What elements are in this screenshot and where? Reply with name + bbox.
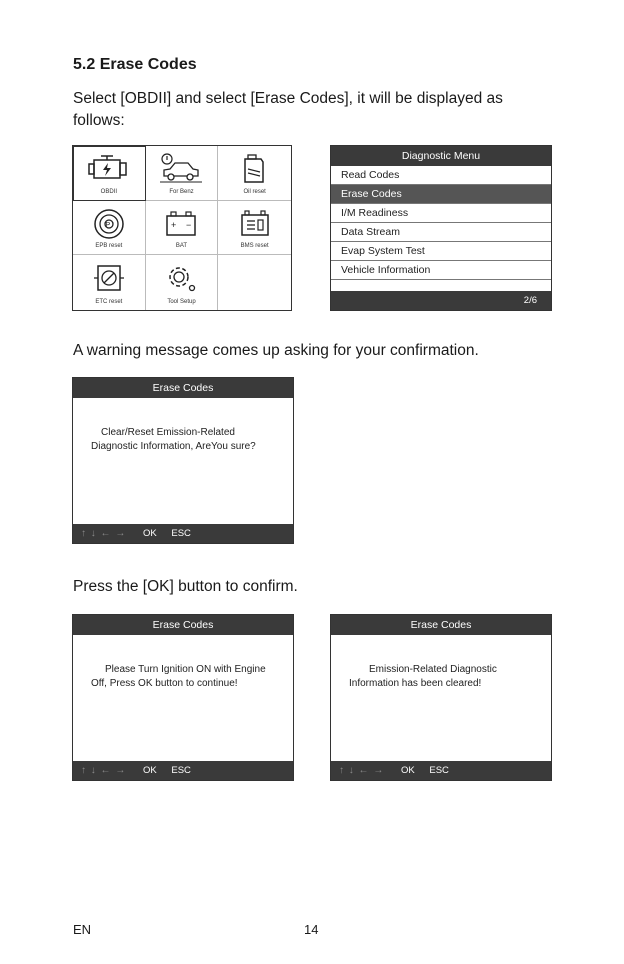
gear-icon — [158, 261, 204, 295]
grid-item-obdii[interactable] — [73, 146, 146, 201]
grid-item-oil-reset[interactable] — [218, 146, 291, 201]
intro-paragraph: Select [OBDII] and select [Erase Codes], it will be displayed as follows: — [73, 90, 503, 129]
menu-item-data-stream[interactable]: Data Stream — [331, 223, 551, 242]
grid-item-bms-reset[interactable] — [218, 201, 291, 256]
dialog-message: Please Turn Ignition ON with Engine Off, Press OK button to continue! — [91, 664, 266, 689]
arrow-keys-icon: ↑ ↓ ← → — [81, 528, 127, 539]
grid-item-etc-reset[interactable] — [73, 255, 146, 310]
footer-language: EN — [73, 922, 92, 937]
menu-item-read-codes[interactable]: Read Codes — [331, 166, 551, 185]
dialog-title: Erase Codes — [73, 615, 293, 635]
grid-item-label: BAT — [175, 243, 188, 250]
confirm-paragraph: Press the [OK] button to confirm. — [73, 578, 298, 595]
grid-item-label: ETC reset — [95, 299, 123, 305]
dialog-footer — [73, 524, 293, 543]
battery-management-icon — [232, 207, 278, 241]
dialog-footer — [73, 761, 293, 780]
grid-item-for-benz[interactable] — [146, 146, 219, 201]
grid-empty-cell — [218, 255, 291, 310]
warning-paragraph: A warning message comes up asking for your confirmation. — [73, 342, 479, 359]
grid-item-label: EPB reset — [95, 243, 123, 250]
menu-item-im-readiness[interactable]: I/M Readiness — [331, 204, 551, 223]
dialog-title: Erase Codes — [331, 615, 551, 635]
svg-text:P: P — [105, 221, 110, 229]
esc-button[interactable]: ESC — [171, 765, 191, 776]
dialog-message: Clear/Reset Emission-Related Diagnostic Information, AreYou sure? — [91, 427, 256, 452]
esc-button[interactable]: ESC — [171, 528, 191, 539]
brake-disc-icon — [86, 207, 132, 241]
cleared-dialog-screen — [330, 614, 552, 781]
function-grid — [72, 145, 292, 311]
ok-button[interactable]: OK — [142, 528, 157, 539]
page-number: 14 — [304, 922, 319, 937]
ok-button[interactable]: OK — [142, 765, 157, 776]
grid-item-label: OBDII — [100, 188, 117, 195]
grid-item-label: Tool Setup — [167, 299, 196, 305]
oil-can-icon — [232, 152, 278, 186]
engine-icon — [86, 152, 132, 186]
arrow-keys-icon: ↑ ↓ ← → — [81, 765, 127, 776]
dialog-message: Emission-Related Diagnostic Information has been cleared! — [349, 664, 497, 689]
arrow-keys-icon: ↑ ↓ ← → — [339, 765, 385, 776]
ignition-dialog-screen — [72, 614, 294, 781]
grid-item-label: For Benz — [169, 188, 194, 195]
confirm-dialog-screen — [72, 377, 294, 544]
dialog-footer — [331, 761, 551, 780]
menu-page-indicator: 2/6 — [331, 291, 551, 310]
dialog-title: Erase Codes — [73, 378, 293, 398]
svg-text:−: − — [186, 219, 192, 230]
svg-text:+: + — [171, 219, 177, 230]
battery-icon — [158, 207, 204, 241]
menu-item-erase-codes[interactable]: Erase Codes — [331, 185, 551, 204]
menu-item-evap-system-test[interactable]: Evap System Test — [331, 242, 551, 261]
menu-item-vehicle-information[interactable]: Vehicle Information — [331, 261, 551, 280]
grid-item-label: Oil reset — [243, 188, 266, 195]
section-heading: 5.2 Erase Codes — [73, 56, 197, 73]
esc-button[interactable]: ESC — [429, 765, 449, 776]
grid-item-label: BMS reset — [240, 243, 269, 250]
ok-button[interactable]: OK — [400, 765, 415, 776]
car-icon — [158, 152, 204, 186]
throttle-icon — [86, 261, 132, 295]
menu-title-bar: Diagnostic Menu — [331, 146, 551, 166]
diagnostic-menu-screen — [330, 145, 552, 311]
grid-item-epb-reset[interactable] — [73, 201, 146, 256]
grid-item-bat[interactable] — [146, 201, 219, 256]
grid-item-tool-setup[interactable] — [146, 255, 219, 310]
